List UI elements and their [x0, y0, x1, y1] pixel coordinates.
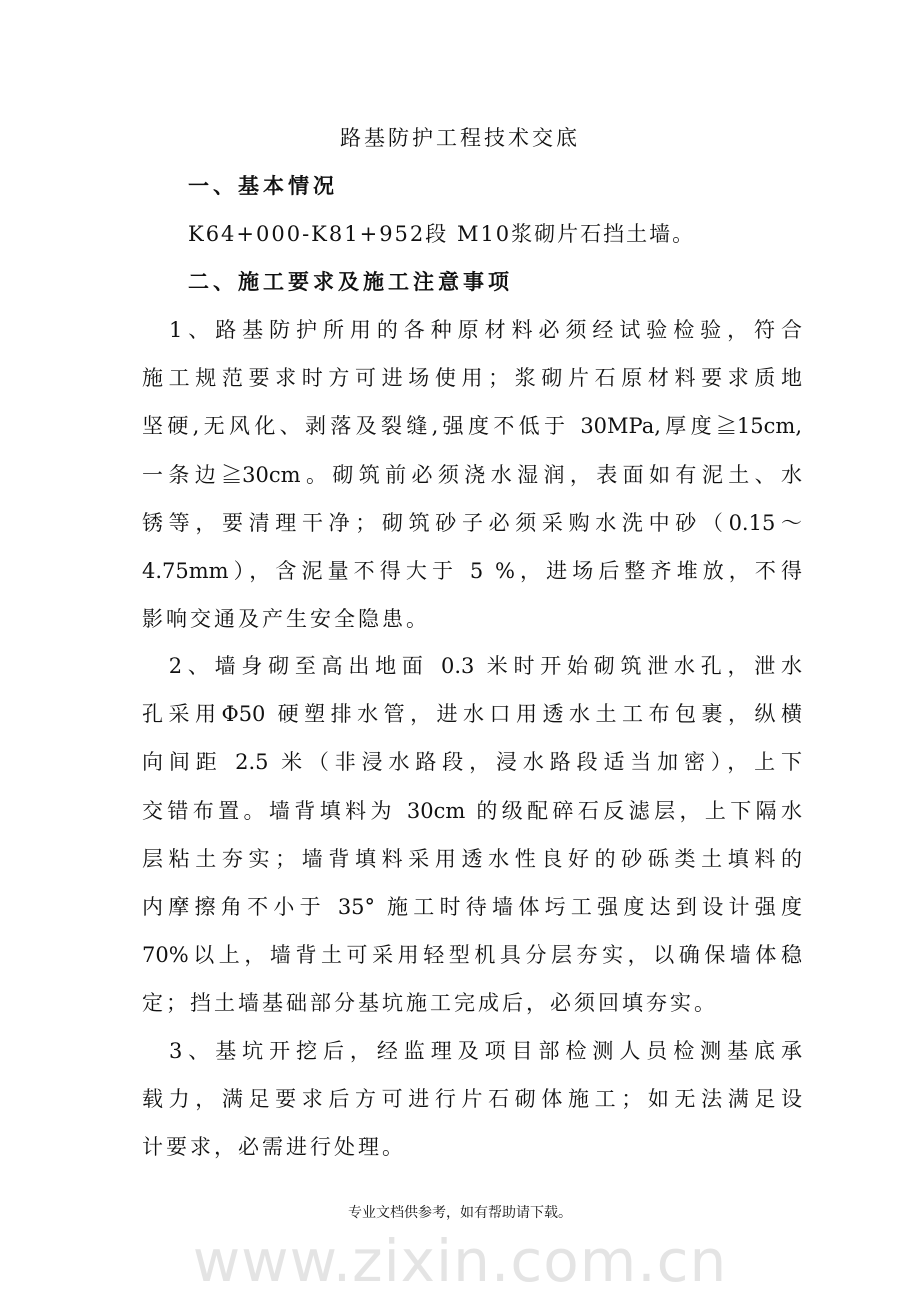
paragraph-1-line: 影响交通及产生安全隐患。	[142, 607, 430, 632]
paragraph-1-line: 坚硬,无风化、剥落及裂缝,强度不低于 30MPa,厚度≧15cm,	[142, 414, 802, 439]
paragraph-1-line: 锈等，要清理干净；砌筑砂子必须采购水洗中砂（0.15～	[142, 510, 802, 535]
paragraph-1-line: 1、路基防护所用的各种原材料必须经试验检验，符合	[142, 318, 802, 342]
paragraph-1-line: 施工规范要求时方可进场使用；浆砌片石原材料要求质地	[142, 366, 802, 391]
paragraph-2-line: 定；挡土墙基础部分基坑施工完成后，必须回填夯实。	[142, 991, 718, 1016]
paragraph-3-line: 3、基坑开挖后，经监理及项目部检测人员检测基底承	[142, 1039, 802, 1063]
paragraph-2-line: 向间距 2.5 米（非浸水路段，浸水路段适当加密），上下	[142, 750, 802, 775]
paragraph-1-line: 4.75mm），含泥量不得大于 5 %，进场后整齐堆放，不得	[142, 559, 802, 583]
paragraph-1-line: 一条边≧30cm。砌筑前必须浇水湿润，表面如有泥土、水	[142, 462, 802, 487]
paragraph-2-line: 2、墙身砌至高出地面 0.3 米时开始砌筑泄水孔，泄水	[142, 654, 802, 678]
paragraph-2-line: 孔采用Φ50 硬塑排水管，进水口用透水土工布包裹，纵横	[142, 702, 802, 727]
paragraph-2-line: 层粘土夯实；墙背填料采用透水性良好的砂砾类土填料的	[142, 846, 802, 871]
paragraph-3-line: 计要求，必需进行处理。	[142, 1135, 406, 1160]
paragraph-2-line: 交错布置。墙背填料为 30cm 的级配碎石反滤层，上下隔水	[142, 798, 802, 823]
watermark: www.zixin.com.cn	[192, 1227, 728, 1295]
page-footer: 专业文档供参考，如有帮助请下载。	[348, 1205, 572, 1221]
document-title: 路基防护工程技术交底	[340, 126, 580, 150]
paragraph-2-line: 内摩擦角不小于 35° 施工时待墙体圬工强度达到设计强度	[142, 895, 802, 919]
paragraph-2-line: 70%以上，墙背土可采用轻型机具分层夯实，以确保墙体稳	[142, 943, 802, 968]
paragraph-3-line: 载力，满足要求后方可进行片石砌体施工；如无法满足设	[142, 1087, 802, 1112]
section-heading-requirements: 二、施工要求及施工注意事项	[188, 270, 513, 294]
basic-info-text: K64+000-K81+952段 M10浆砌片石挡土墙。	[188, 222, 696, 246]
section-heading-basic-info: 一、基本情况	[188, 174, 338, 198]
